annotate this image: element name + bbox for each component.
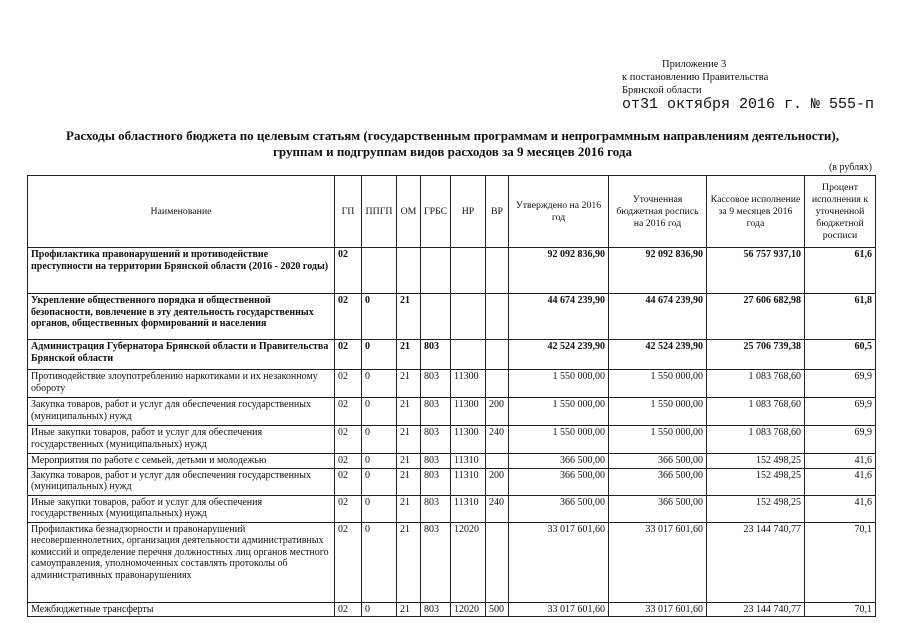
cell-grbs: 803 (421, 495, 451, 522)
cell-approved: 366 500,00 (509, 454, 609, 469)
cell-cash: 56 757 937,10 (707, 248, 805, 294)
cell-gp: 02 (335, 294, 362, 340)
cell-refined: 92 092 836,90 (609, 248, 707, 294)
cell-ppgp: 0 (362, 370, 397, 398)
cell-refined: 366 500,00 (609, 468, 707, 495)
cell-gp: 02 (335, 522, 362, 602)
cell-name: Иные закупки товаров, работ и услуг для обеспечения государственных (муниципальных) нужд (28, 495, 335, 522)
header-percent: Процент исполнения к уточненной бюджетной росписи (805, 176, 876, 248)
cell-cash: 152 498,25 (707, 495, 805, 522)
table-row (28, 602, 876, 617)
cell-cash: 23 144 740,77 (707, 522, 805, 602)
cell-nr: 11300 (451, 398, 486, 426)
cell-nr (451, 340, 486, 370)
cell-nr (451, 294, 486, 340)
cell-name: Противодействие злоупотреблению наркотиками и их незаконному обороту (28, 370, 335, 398)
cell-vr (486, 248, 509, 294)
table-row (28, 398, 876, 426)
header-cash: Кассовое исполнение за 9 месяцев 2016 года (707, 176, 805, 248)
cell-percent: 69,9 (805, 370, 876, 398)
cell-om: 21 (397, 454, 421, 469)
cell-gp: 02 (335, 370, 362, 398)
table-row (28, 468, 876, 495)
cell-nr: 12020 (451, 602, 486, 617)
appendix-date-number: от31 октября 2016 г. № 555-п (622, 96, 875, 113)
cell-grbs: 803 (421, 454, 451, 469)
cell-vr: 200 (486, 468, 509, 495)
cell-percent: 41,6 (805, 495, 876, 522)
cell-name: Укрепление общественного порядка и общественной безопасности, вовлечение в эту деятельность государственных органов, общественных формирований и населения (28, 294, 335, 340)
cell-om: 21 (397, 294, 421, 340)
cell-grbs: 803 (421, 522, 451, 602)
cell-refined: 33 017 601,60 (609, 602, 707, 617)
cell-name: Профилактика правонарушений и противодействие преступности на территории Брянской области (2016 - 2020 годы) (28, 248, 335, 294)
cell-gp: 02 (335, 426, 362, 454)
cell-refined: 33 017 601,60 (609, 522, 707, 602)
cell-ppgp: 0 (362, 426, 397, 454)
cell-vr (486, 294, 509, 340)
cell-grbs: 803 (421, 426, 451, 454)
cell-cash: 27 606 682,98 (707, 294, 805, 340)
cell-nr (451, 248, 486, 294)
cell-refined: 1 550 000,00 (609, 426, 707, 454)
cell-cash: 152 498,25 (707, 454, 805, 469)
cell-cash: 1 083 768,60 (707, 398, 805, 426)
cell-nr: 11300 (451, 370, 486, 398)
cell-vr: 200 (486, 398, 509, 426)
cell-cash: 25 706 739,38 (707, 340, 805, 370)
cell-vr (486, 454, 509, 469)
cell-grbs: 803 (421, 398, 451, 426)
cell-om: 21 (397, 370, 421, 398)
cell-ppgp: 0 (362, 522, 397, 602)
table-row (28, 454, 876, 469)
table-row (28, 522, 876, 602)
cell-vr: 240 (486, 426, 509, 454)
cell-percent: 69,9 (805, 426, 876, 454)
cell-approved: 366 500,00 (509, 468, 609, 495)
document-title (0, 128, 905, 160)
cell-om: 21 (397, 340, 421, 370)
cell-cash: 152 498,25 (707, 468, 805, 495)
table-row (28, 495, 876, 522)
cell-name: Мероприятия по работе с семьей, детьми и молодежью (28, 454, 335, 469)
cell-om: 21 (397, 522, 421, 602)
cell-nr: 11310 (451, 454, 486, 469)
cell-gp: 02 (335, 248, 362, 294)
cell-vr: 500 (486, 602, 509, 617)
cell-cash: 1 083 768,60 (707, 370, 805, 398)
cell-approved: 33 017 601,60 (509, 522, 609, 602)
cell-approved: 33 017 601,60 (509, 602, 609, 617)
cell-gp: 02 (335, 495, 362, 522)
cell-percent: 69,9 (805, 398, 876, 426)
cell-approved: 1 550 000,00 (509, 370, 609, 398)
cell-om (397, 248, 421, 294)
cell-om: 21 (397, 398, 421, 426)
cell-grbs: 803 (421, 340, 451, 370)
cell-nr: 11310 (451, 495, 486, 522)
cell-gp: 02 (335, 468, 362, 495)
cell-name: Закупка товаров, работ и услуг для обеспечения государственных (муниципальных) нужд (28, 398, 335, 426)
table-row (28, 248, 876, 294)
cell-approved: 42 524 239,90 (509, 340, 609, 370)
header-ppgp: ППГП (362, 176, 397, 248)
cell-refined: 1 550 000,00 (609, 398, 707, 426)
cell-name: Иные закупки товаров, работ и услуг для обеспечения государственных (муниципальных) нужд (28, 426, 335, 454)
cell-grbs (421, 248, 451, 294)
cell-name: Администрация Губернатора Брянской области и Правительства Брянской области (28, 340, 335, 370)
cell-gp: 02 (335, 602, 362, 617)
cell-approved: 1 550 000,00 (509, 426, 609, 454)
header-nr: НР (451, 176, 486, 248)
cell-vr: 240 (486, 495, 509, 522)
cell-om: 21 (397, 602, 421, 617)
cell-refined: 42 524 239,90 (609, 340, 707, 370)
units-note: (в рублях) (828, 162, 872, 173)
cell-grbs: 803 (421, 602, 451, 617)
cell-ppgp: 0 (362, 398, 397, 426)
cell-refined: 366 500,00 (609, 495, 707, 522)
cell-approved: 44 674 239,90 (509, 294, 609, 340)
cell-grbs (421, 294, 451, 340)
header-gp: ГП (335, 176, 362, 248)
cell-gp: 02 (335, 398, 362, 426)
table-body (28, 248, 876, 617)
cell-percent: 61,8 (805, 294, 876, 340)
cell-ppgp: 0 (362, 602, 397, 617)
cell-nr: 11310 (451, 468, 486, 495)
cell-ppgp: 0 (362, 340, 397, 370)
appendix-number: Приложение 3 (662, 59, 727, 70)
budget-table (27, 175, 876, 617)
title-line-1: Расходы областного бюджета по целевым статьям (государственным программам и непрограммным направлениям деятельности), (66, 128, 839, 143)
title-line-2: группам и подгруппам видов расходов за 9 месяцев 2016 года (273, 144, 632, 159)
cell-om: 21 (397, 426, 421, 454)
table-row (28, 340, 876, 370)
cell-ppgp (362, 248, 397, 294)
cell-name: Профилактика безнадзорности и правонарушений несовершеннолетних, организация деятельности административных комиссий и определение перечня должностных лиц органов местного самоуправления, уполномоченных составлять протоколы об административных правонарушениях (28, 522, 335, 602)
cell-vr (486, 522, 509, 602)
cell-om: 21 (397, 495, 421, 522)
cell-cash: 23 144 740,77 (707, 602, 805, 617)
header-approved: Утверждено на 2016 год (509, 176, 609, 248)
cell-nr: 11300 (451, 426, 486, 454)
cell-refined: 44 674 239,90 (609, 294, 707, 340)
header-refined: Уточненная бюджетная роспись на 2016 год (609, 176, 707, 248)
cell-refined: 366 500,00 (609, 454, 707, 469)
header-om: ОМ (397, 176, 421, 248)
cell-vr (486, 370, 509, 398)
header-name: Наименование (28, 176, 335, 248)
appendix-decree: к постановлению Правительства (622, 72, 769, 83)
cell-vr (486, 340, 509, 370)
cell-grbs: 803 (421, 468, 451, 495)
header-vr: ВР (486, 176, 509, 248)
cell-percent: 70,1 (805, 522, 876, 602)
cell-percent: 41,6 (805, 454, 876, 469)
appendix-region: Брянской области (622, 85, 702, 96)
cell-approved: 1 550 000,00 (509, 398, 609, 426)
cell-percent: 41,6 (805, 468, 876, 495)
header-grbs: ГРБС (421, 176, 451, 248)
cell-gp: 02 (335, 454, 362, 469)
cell-percent: 70,1 (805, 602, 876, 617)
cell-gp: 02 (335, 340, 362, 370)
table-row (28, 370, 876, 398)
table-row (28, 426, 876, 454)
table-row (28, 294, 876, 340)
table-header-row (28, 176, 876, 248)
cell-percent: 61,6 (805, 248, 876, 294)
cell-approved: 92 092 836,90 (509, 248, 609, 294)
appendix-block (622, 58, 874, 111)
cell-ppgp: 0 (362, 454, 397, 469)
cell-refined: 1 550 000,00 (609, 370, 707, 398)
cell-om: 21 (397, 468, 421, 495)
cell-nr: 12020 (451, 522, 486, 602)
cell-ppgp: 0 (362, 495, 397, 522)
cell-grbs: 803 (421, 370, 451, 398)
cell-name: Закупка товаров, работ и услуг для обеспечения государственных (муниципальных) нужд (28, 468, 335, 495)
cell-name: Межбюджетные трансферты (28, 602, 335, 617)
cell-ppgp: 0 (362, 294, 397, 340)
cell-cash: 1 083 768,60 (707, 426, 805, 454)
cell-approved: 366 500,00 (509, 495, 609, 522)
cell-ppgp: 0 (362, 468, 397, 495)
cell-percent: 60,5 (805, 340, 876, 370)
